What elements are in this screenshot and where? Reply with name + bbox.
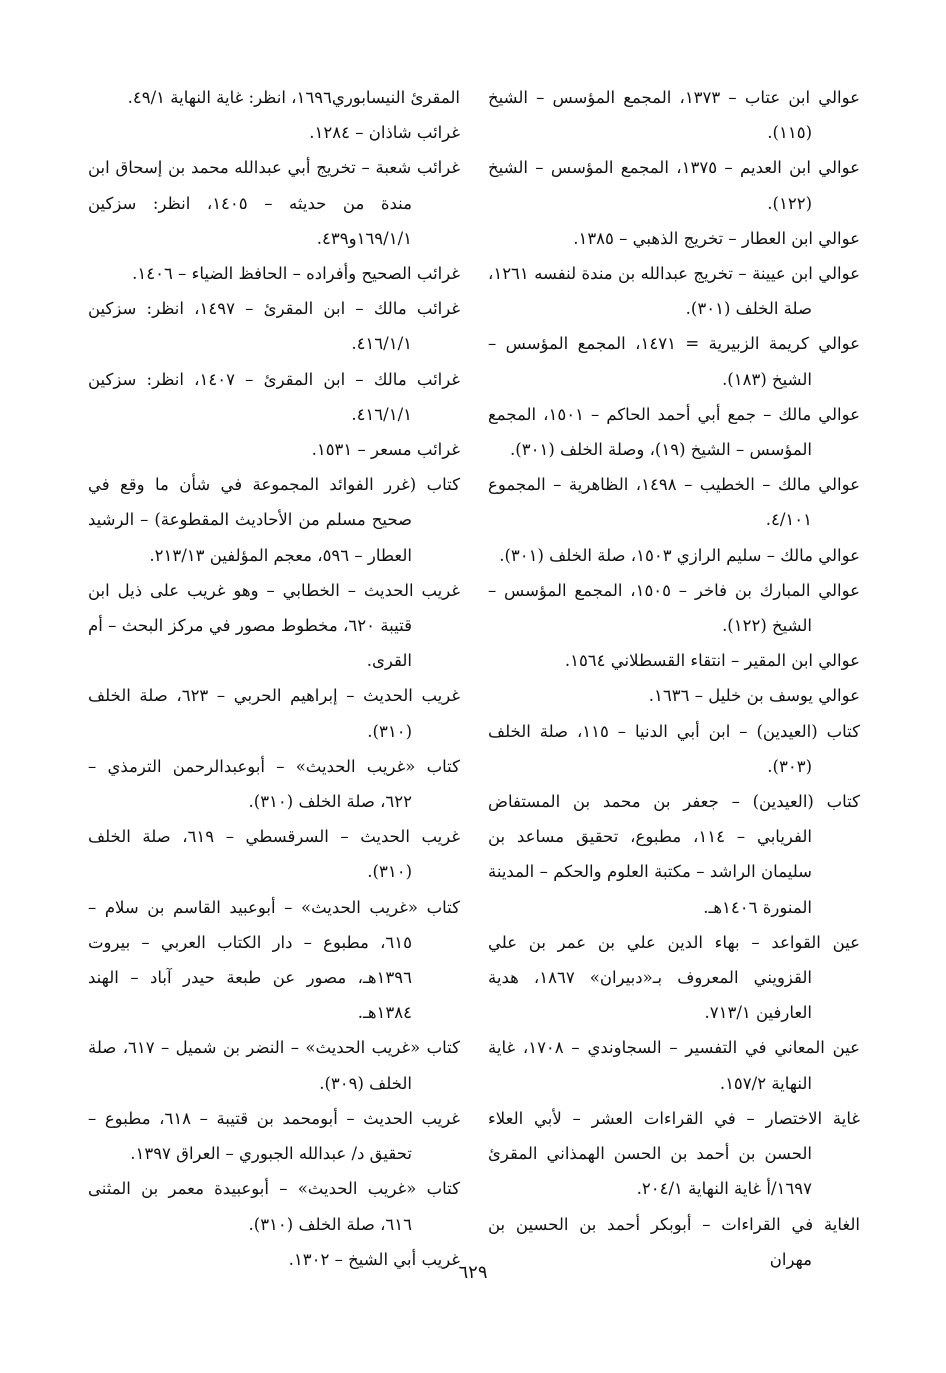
index-entry: كتاب «غريب الحديث» – أبوعبدالرحمن الترمذي – ٦٢٢، صلة الخلف (٣١٠). [88,756,460,812]
index-entry: عوالي يوسف بن خليل – ١٦٣٦. [648,686,860,706]
index-entry: عوالي ابن العطار – تخريج الذهبي – ١٣٨٥. [573,228,860,248]
index-entry: عوالي مالك – جمع أبي أحمد الحاكم – ١٥٠١، المجمع المؤسس – الشيخ (١٩)، وصلة الخلف (٣٠١). [488,404,860,460]
index-entry: غريب الحديث – إبراهيم الحربي – ٦٢٣، صلة الخلف (٣١٠). [88,686,460,741]
index-entry: عوالي مالك – الخطيب – ١٤٩٨، الظاهرية – المجموع ٤/١٠١. [488,475,860,530]
right-column [488,80,860,1277]
index-entry: غرائب الصحيح وأفراده – الحافظ الضياء – ١٤٠٦. [132,264,460,284]
index-entry: كتاب «غريب الحديث» – أبوعبيدة معمر بن المثنى ٦١٦، صلة الخلف (٣١٠). [88,1179,460,1234]
index-entry: غرائب مسعر – ١٥٣١. [311,440,460,460]
index-entry-continued: المقرئ النيسابوري١٦٩٦، انظر: غاية النهاية ٤٩/١. [127,88,460,107]
index-entry: كتاب (العيدين) – ابن أبي الدنيا – ١١٥، صلة الخلف (٣٠٣). [488,721,860,776]
index-entry: عوالي ابن العديم – ١٣٧٥، المجمع المؤسس – الشيخ (١٢٢). [488,158,860,213]
index-entry: عين المعاني في التفسير – السجاوندي – ١٧٠٨، غاية النهاية ١٥٧/٢. [488,1038,860,1093]
index-entry: غريب الحديث – أبومحمد بن قتيبة – ٦١٨، مطبوع – تحقيق د/ عبدالله الجبوري – العراق ١٣٩٧. [88,1108,461,1164]
index-entry: عوالي ابن عيينة – تخريج عبدالله بن مندة لنفسه ١٢٦١، صلة الخلف (٣٠١). [488,264,860,319]
index-entry: غرائب شعبة – تخريج أبي عبدالله محمد بن إسحاق ابن مندة من حديثه – ١٤٠٥، انظر: سزكين ١٦٩/١/١و٤٣٩. [88,158,460,248]
index-entry: كتاب (غرر الفوائد المجموعة في شأن ما وقع في صحيح مسلم من الأحاديث المقطوعة) – الرشيد العطار – ٥٩٦، معجم المؤلفين ٢١٣/١٣. [88,475,460,565]
index-entry: غرائب شاذان – ١٢٨٤. [309,123,460,143]
index-entry: عوالي كريمة الزبيرية = ١٤٧١، المجمع المؤسس – الشيخ (١٨٣). [488,334,860,389]
index-entry: غرائب مالك – ابن المقرئ – ١٤٠٧، انظر: سزكين ٤١٦/١/١. [88,369,461,424]
index-entry: عوالي ابن عتاب – ١٣٧٣، المجمع المؤسس – الشيخ (١١٥). [488,88,860,143]
index-entry: غاية الاختصار – في القراءات العشر – لأبي العلاء الحسن بن أحمد بن الحسن الهمذاني المقرئ ١٦٩٧/أ غاية النهاية ٢٠٤/١. [488,1108,860,1199]
page-number: ٦٢٩ [458,1262,488,1283]
index-entry: عوالي المبارك بن فاخر – ١٥٠٥، المجمع المؤسس – الشيخ (١٢٢). [488,580,861,636]
index-entry: غريب أبي الشيخ – ١٣٠٢. [288,1249,460,1269]
index-entry: عين القواعد – بهاء الدين علي بن عمر بن علي القزويني المعروف بـ«دبيران» ١٨٦٧، هدية العارفين ٧١٣/١. [488,932,860,1023]
index-entry: عوالي مالك – سليم الرازي ١٥٠٣، صلة الخلف (٣٠١). [499,545,860,565]
index-entry: عوالي ابن المقير – انتقاء القسطلاني ١٥٦٤. [564,651,860,671]
index-entry: كتاب (العيدين) – جعفر بن محمد بن المستفاض الفريابي – ١١٤، مطبوع، تحقيق مساعد بن سليمان الراشد – مكتبة العلوم والحكم – المدينة المنورة ١٤٠٦هـ. [488,792,860,917]
index-entry: الغاية في القراءات – أبوبكر أحمد بن الحسين بن مهران [488,1214,860,1269]
index-entry: كتاب «غريب الحديث» – أبوعبيد القاسم بن سلام – ٦١٥، مطبوع – دار الكتاب العربي – بيروت ١٣٩٦هـ، مصور عن طبعة حيدر آباد – الهند ١٣٨٤هـ. [88,897,460,1023]
index-entry: كتاب «غريب الحديث» – النضر بن شميل – ٦١٧، صلة الخلف (٣٠٩). [88,1038,460,1093]
index-entry: غرائب مالك – ابن المقرئ – ١٤٩٧، انظر: سزكين ٤١٦/١/١. [88,299,461,354]
index-entry: غريب الحديث – السرقسطي – ٦١٩، صلة الخلف (٣١٠). [88,827,460,882]
index-entry: غريب الحديث – الخطابي – وهو غريب على ذيل ابن قتيبة ٦٢٠، مخطوط مصور في مركز البحث – أم القرى. [88,580,460,671]
left-column [88,80,460,1277]
